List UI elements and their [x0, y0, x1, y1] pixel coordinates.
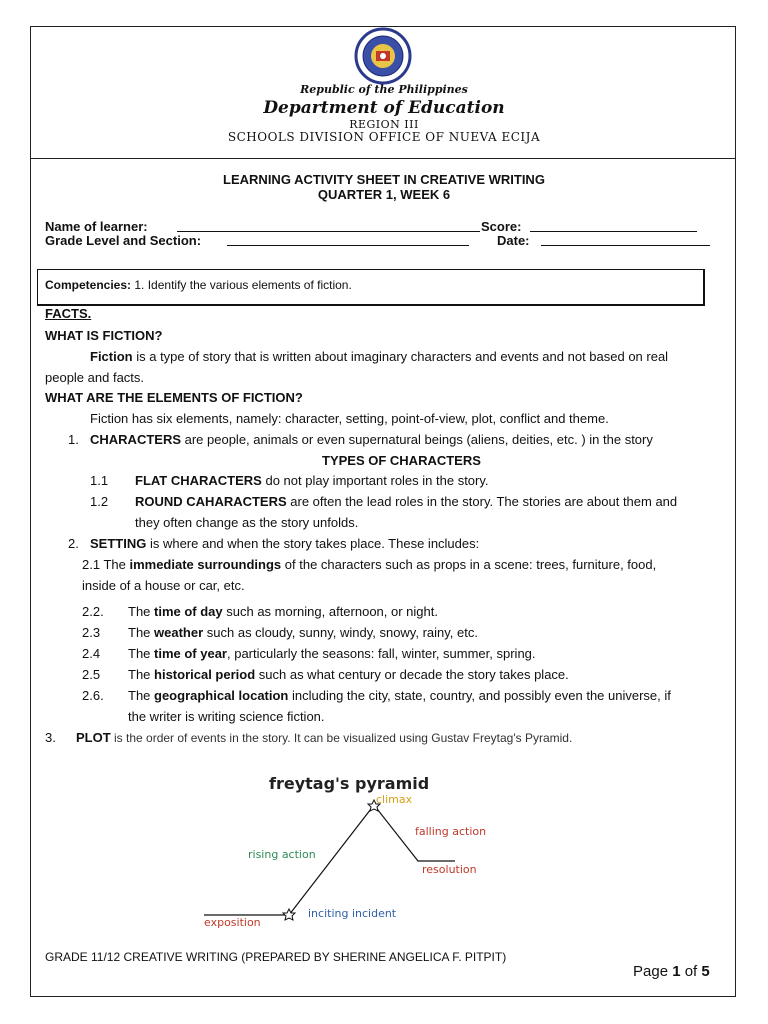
score-label: Score: — [481, 219, 522, 234]
falling-action-label: falling action — [415, 825, 487, 838]
header-divider — [30, 158, 736, 159]
round-characters-cont: they often change as the story unfolds. — [135, 515, 359, 530]
s25-text: such as what century or decade the story takes place. — [255, 667, 569, 682]
setting-21 — [82, 554, 656, 575]
setting-text: is where and when the story takes place. These includes: — [146, 536, 480, 551]
setting-item — [90, 533, 479, 554]
s21-text: of the characters such as props in a scene: trees, furniture, food, — [281, 557, 657, 572]
region-line: REGION III — [349, 118, 419, 131]
setting-26 — [128, 685, 671, 706]
inciting-star-icon — [283, 909, 295, 920]
plot-term: PLOT — [76, 730, 111, 745]
page-current: 1 — [672, 963, 681, 980]
elements-heading: WHAT ARE THE ELEMENTS OF FICTION? — [45, 390, 303, 405]
s21-pre: 2.1 The — [82, 557, 130, 572]
flat-text: do not play important roles in the story. — [261, 473, 489, 488]
setting-21-cont: inside of a house or car, etc. — [82, 578, 245, 593]
s22-num: 2.2. — [82, 604, 104, 619]
s21-term: immediate surroundings — [129, 557, 282, 572]
rising-action-label: rising action — [248, 848, 316, 861]
sub12-num: 1.2 — [90, 494, 109, 509]
characters-text: are people, animals or even supernatural beings (aliens, deities, etc. ) in the story — [181, 432, 653, 447]
types-heading: TYPES OF CHARACTERS — [322, 453, 481, 468]
item2-num: 2. — [68, 536, 79, 551]
setting-25 — [128, 664, 569, 685]
plot-item — [76, 727, 572, 749]
sub11-num: 1.1 — [90, 473, 109, 488]
department-title: Department of Education — [263, 98, 505, 118]
fiction-definition-cont: people and facts. — [45, 370, 145, 385]
name-field[interactable] — [177, 219, 480, 232]
exposition-label: exposition — [204, 916, 261, 929]
climax-label: climax — [376, 793, 413, 806]
sheet-title: LEARNING ACTIVITY SHEET IN CREATIVE WRITING — [223, 172, 545, 187]
s26-pre: The — [128, 688, 155, 703]
fiction-def-text: is a type of story that is written about imaginary characters and events and not based on real — [132, 349, 669, 364]
competencies-line — [45, 275, 352, 296]
flat-term: FLAT CHARACTERS — [135, 473, 262, 488]
s22-text: such as morning, afternoon, or night. — [222, 604, 438, 619]
setting-22 — [128, 601, 438, 622]
s23-term: weather — [154, 625, 204, 640]
competencies-text: 1. Identify the various elements of fiction. — [131, 278, 352, 292]
setting-term: SETTING — [90, 536, 147, 551]
s22-pre: The — [128, 604, 155, 619]
score-field[interactable] — [530, 219, 697, 232]
s24-pre: The — [128, 646, 155, 661]
facts-heading: FACTS. — [45, 306, 92, 321]
item1-num: 1. — [68, 432, 79, 447]
quarter-week: QUARTER 1, WEEK 6 — [317, 187, 451, 202]
fiction-term: Fiction — [90, 349, 133, 364]
s23-text: such as cloudy, sunny, windy, snowy, rainy, etc. — [203, 625, 478, 640]
round-text: are often the lead roles in the story. The stories are about them and — [286, 494, 678, 509]
characters-term: CHARACTERS — [90, 432, 181, 447]
page-total: 5 — [701, 963, 710, 980]
six-elements-text: Fiction has six elements, namely: character, setting, point-of-view, plot, conflict and theme. — [90, 411, 609, 426]
item3-num: 3. — [45, 730, 56, 745]
s23-pre: The — [128, 625, 155, 640]
fiction-definition — [90, 346, 668, 367]
setting-24 — [128, 643, 536, 664]
flat-characters-item — [135, 470, 489, 491]
footer-credit: GRADE 11/12 CREATIVE WRITING (PREPARED BY SHERINE ANGELICA F. PITPIT) — [45, 950, 507, 964]
page-of: of — [680, 963, 702, 980]
date-label: Date: — [497, 233, 530, 248]
pyramid-line — [204, 805, 455, 915]
resolution-label: resolution — [422, 863, 477, 876]
date-field[interactable] — [541, 233, 710, 246]
freytag-pyramid-diagram — [190, 765, 510, 930]
page-number — [633, 963, 710, 980]
s24-term: time of year — [154, 646, 227, 661]
setting-26-cont: the writer is writing science fiction. — [128, 709, 325, 724]
s23-num: 2.3 — [82, 625, 101, 640]
plot-text: is the order of events in the story. It can be visualized using Gustav Freytag's Pyramid. — [110, 731, 573, 745]
s24-num: 2.4 — [82, 646, 101, 661]
s25-num: 2.5 — [82, 667, 101, 682]
grade-field[interactable] — [227, 233, 469, 246]
round-term: ROUND CAHARACTERS — [135, 494, 287, 509]
s26-num: 2.6. — [82, 688, 104, 703]
round-characters-item — [135, 491, 677, 512]
grade-label: Grade Level and Section: — [45, 233, 202, 248]
name-label: Name of learner: — [45, 219, 148, 234]
competencies-label: Competencies: — [45, 278, 132, 292]
deped-seal-icon — [346, 27, 420, 85]
s25-term: historical period — [154, 667, 256, 682]
s26-term: geographical location — [154, 688, 289, 703]
s25-pre: The — [128, 667, 155, 682]
inciting-incident-label: inciting incident — [308, 907, 397, 920]
republic-line: Republic of the Philippines — [300, 83, 468, 96]
setting-23 — [128, 622, 478, 643]
diagram-title: freytag's pyramid — [269, 774, 430, 793]
s24-text: , particularly the seasons: fall, winter, summer, spring. — [227, 646, 536, 661]
s22-term: time of day — [154, 604, 223, 619]
division-line: SCHOOLS DIVISION OFFICE OF NUEVA ECIJA — [227, 130, 541, 144]
s26-text: including the city, state, country, and possibly even the universe, if — [288, 688, 671, 703]
characters-item — [90, 429, 653, 450]
what-is-fiction-heading: WHAT IS FICTION? — [45, 328, 163, 343]
page-prefix: Page — [633, 963, 673, 980]
